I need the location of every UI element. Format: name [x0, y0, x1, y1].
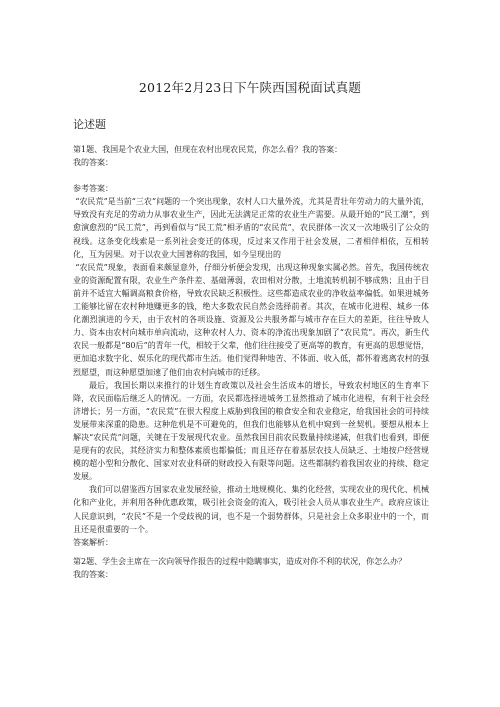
q1-answer-paragraph-3: 最后，我国长期以来推行的计划生育政策以及社会生活成本的增长，导致农村地区的生育率下降，农民面临后继乏人的情况。一方面，农民都选择进城务工显然推动了城市化进程，有利于社会经济增长；另一方面，“农民荒”在很大程度上威胁到我国的粮食安全和农业稳定，给我国社会的可持续发展带来深重的隐患。这种危机是不可避免的，但我们也能够从危机中窥到一丝契机。要想从根本上解决“农民荒”问题，关键在于发展现代农业。虽然我国目前农民数量持续递减，但我们也看到，即便是现有的农民，其经济实力和整体素质也都偏低；而且还存在着基层农技人员缺乏、土地按户经营规模的超小型和分散化、国家对农业科研的财政投入有限等问题。这些都制约着我国农业的持续、稳定发展。: [73, 380, 429, 482]
q1-answer-paragraph-1: “农民荒”是当前“三农”问题的一个突出现象，农村人口大量外流，尤其是青壮年劳动力的大量外流，导致没有充足的劳动力从事农业生产，因此无法满足正常的农业生产需要。从最开始的“民工潮”，到愈演愈烈的“民工荒”，再到看似与“民工荒”相矛盾的“农民荒”，农民群体一次又一次地吸引了公众的视线。这条变化线索是一系列社会变迁的体现，反过来又作用于社会发展，二者相伴相依，互相转化，互为因果。对于以农业大国著称的我国，如今呈现出的: [73, 197, 429, 259]
q2-my-answer-label: 我的答案：: [73, 569, 113, 579]
q1-answer-paragraph-2: “农民荒”现象，表面看来颇显意外，仔细分析便会发现，出现这种现象实属必然。首先，我国传统农业的资源配置有限，农业生产条件差、基础薄弱，农田相对分散，土地流转机制不够成熟；且由于目前并不适宜大幅调高粮食价格，导致农民缺乏积极性。这些都造成农业的净收益率偏低。如果进城务工能够比留在农村种地赚更多的钱，绝大多数农民自然会选择前者。其次，在城市化进程、城乡一体化潮烈演进的今天，由于农村的各项设施、资源及公共服务都与城市存在巨大的差距，往往导致人力、资本由农村向城市单向流动，这种农村人力、资本的净流出现象加剧了“农民荒”。再次，新生代农民一般都是“80后”的青年一代，相较于父辈，他们往往接受了更高等的教育，有更高的思想觉悟，更加追求数字化、娱乐化的现代都市生活。他们觉得种地苦、不体面、收入低，都怀着逃离农村的强烈愿望，而这种愿望加速了他们由农村向城市的迁移。: [73, 262, 429, 377]
document-body: [73, 143, 429, 581]
question-2: 第2题、学生会主席在一次向领导作报告的过程中隐瞒事实，造成对你不利的状况，你怎么办？: [73, 556, 407, 566]
q1-reference-answer-label: 参考答案：: [73, 184, 113, 194]
question-1: 第1题、我国是个农业大国，但现在农村出现农民荒，你怎么看？我的答案：: [73, 145, 343, 154]
section-heading: 论述题: [73, 118, 106, 131]
page-title: 2012年2月23日下午陕西国税面试真题: [138, 80, 362, 95]
q1-answer-paragraph-4: 我们可以借鉴西方国家农业发展经验，推动土地规模化、集约化经营，实现农业的现代化、机械化和产业化，并利用各种优惠政策，吸引社会资金的流入，吸引社会人员从事农业生产。政府应该让人民意识到，“农民”不是一个受歧视的词，也不是一个弱势群体，只是社会上众多职业中的一个，而且还是很重要的一个。: [73, 485, 429, 534]
q1-my-answer-label: 我的答案：: [73, 158, 113, 168]
q1-analysis-label: 答案解析：: [73, 537, 113, 547]
